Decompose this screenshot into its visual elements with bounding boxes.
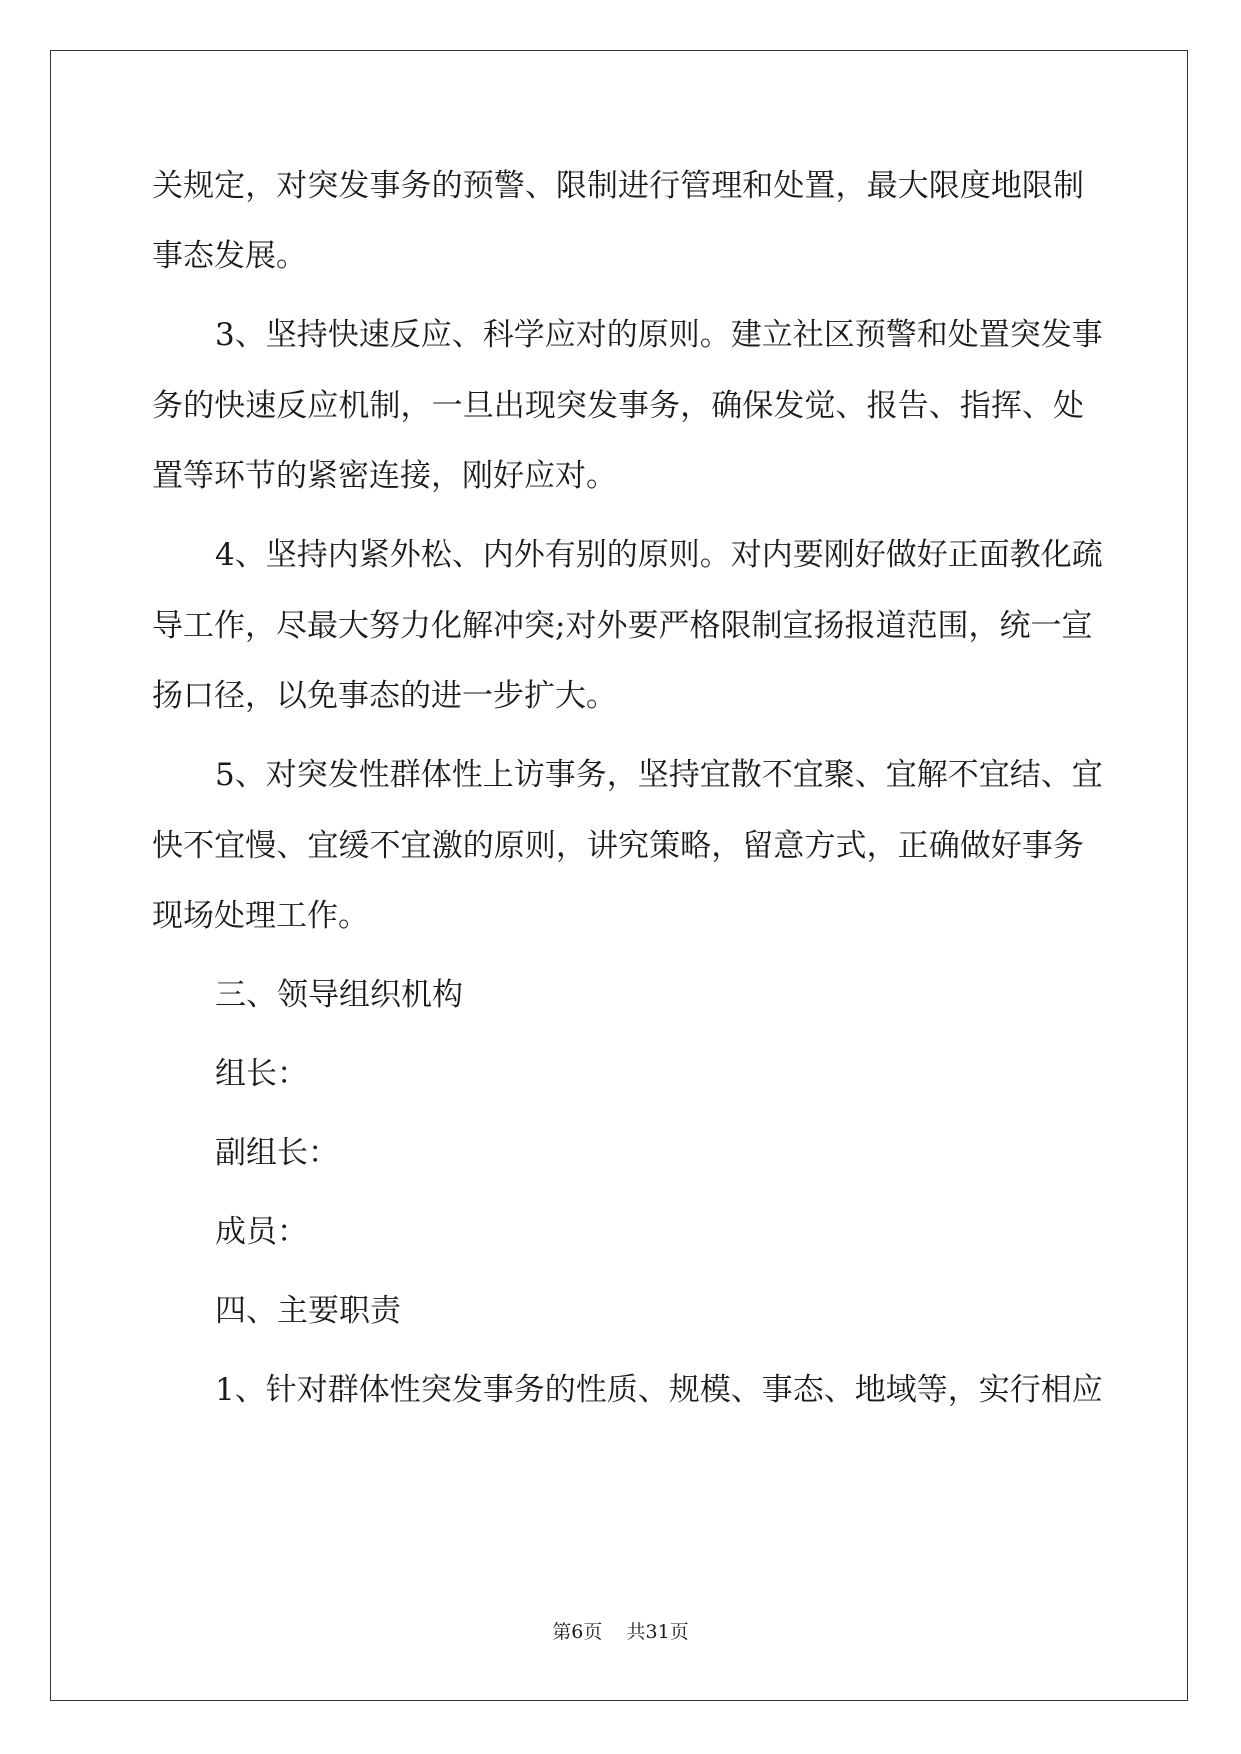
text-line: 3、坚持快速反应、科学应对的原则。建立社区预警和处置突发事	[215, 317, 1103, 353]
text-line: 成员：	[215, 1214, 308, 1250]
text-line: 4、坚持内紧外松、内外有别的原则。对内要刚好做好正面教化疏	[215, 537, 1103, 573]
text-line: 关规定，对突发事务的预警、限制进行管理和处置，最大限度地限制	[152, 168, 1084, 204]
page-number: 第6页	[552, 1621, 603, 1643]
text-line: 导工作，尽最大努力化解冲突;对外要严格限制宣扬报道范围，统一宣	[152, 608, 1093, 644]
page-footer	[0, 1620, 1241, 1644]
text-line: 置等环节的紧密连接，刚好应对。	[152, 458, 617, 494]
page-total: 共31页	[626, 1621, 689, 1643]
section-heading: 三、领导组织机构	[215, 977, 463, 1013]
text-line: 5、对突发性群体性上访事务，坚持宜散不宜聚、宜解不宜结、宜	[215, 757, 1103, 793]
text-line: 事态发展。	[152, 238, 307, 274]
text-line: 1、针对群体性突发事务的性质、规模、事态、地域等，实行相应	[215, 1372, 1103, 1408]
text-line: 扬口径，以免事态的进一步扩大。	[152, 678, 617, 714]
text-line: 务的快速反应机制，一旦出现突发事务，确保发觉、报告、指挥、处	[152, 388, 1084, 424]
page-frame	[50, 50, 1188, 1701]
section-heading: 四、主要职责	[215, 1293, 401, 1329]
text-line: 组长：	[215, 1056, 308, 1092]
text-line: 现场处理工作。	[152, 898, 369, 934]
text-line: 副组长：	[215, 1135, 339, 1171]
text-line: 快不宜慢、宜缓不宜激的原则，讲究策略，留意方式，正确做好事务	[152, 828, 1084, 864]
